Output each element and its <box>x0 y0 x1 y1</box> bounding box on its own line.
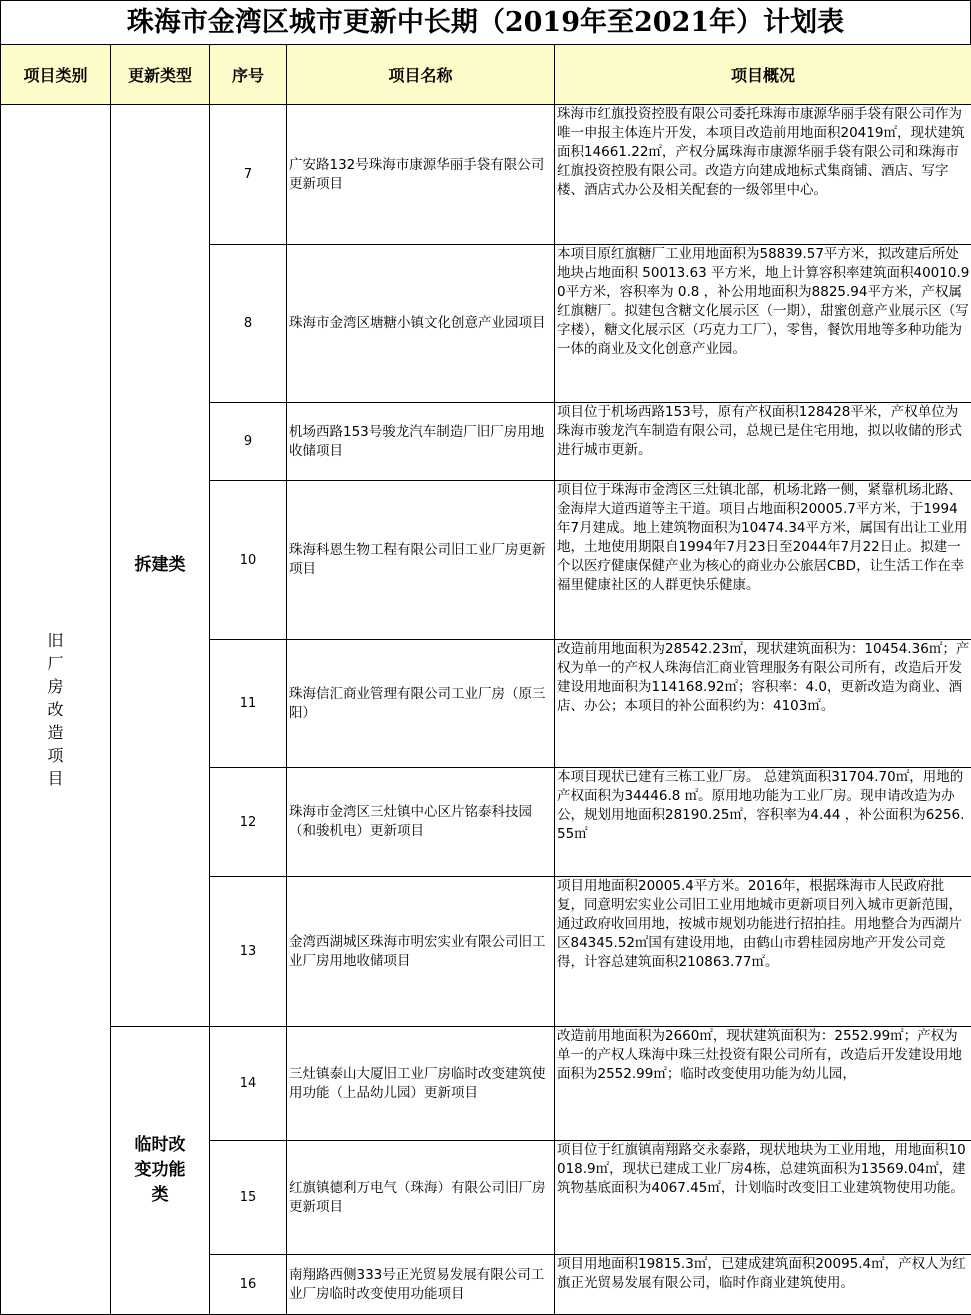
desc-cell: 改造前用地面积为2660㎡，现状建筑面积为：2552.99㎡；产权为单一的产权人珠海中珠三灶投资有限公司所有，改造后开发建设用地面积为2552.99㎡；临时改变使用功能为幼儿园， <box>555 1027 971 1141</box>
name-cell: 广安路132号珠海市康源华丽手袋有限公司更新项目 <box>287 105 555 245</box>
category-cell <box>1 105 111 1315</box>
desc-cell: 项目用地面积20005.4平方米。2016年，根据珠海市人民政府批复，同意明宏实业公司旧工业用地城市更新项目列入城市更新范围，通过政府收回用地，按城市规划功能进行招拍挂。用地整合为西湖片区84345.52㎡国有建设用地，由鹤山市碧桂园房地产开发公司竞得，计容总建筑面积210863.77㎡。 <box>555 877 971 1027</box>
name-cell: 红旗镇德利万电气（珠海）有限公司旧厂房更新项目 <box>287 1141 555 1255</box>
table-row <box>1 1027 971 1141</box>
category-label: 旧厂房改造项目 <box>47 629 65 790</box>
name-cell: 珠海科恩生物工程有限公司旧工业厂房更新项目 <box>287 481 555 640</box>
table-row <box>1 105 971 245</box>
desc-cell: 项目位于机场西路153号，原有产权面积128428平米，产权单位为珠海市骏龙汽车制造有限公司，总规已是住宅用地，拟以收储的形式进行城市更新。 <box>555 403 971 481</box>
seq-cell: 9 <box>210 403 287 481</box>
type-temporary-label: 临时改变功能类 <box>111 1133 209 1208</box>
desc-cell: 项目用地面积19815.3㎡，已建成建筑面积20095.4㎡，产权人为红旗正光贸易发展有限公司，临时作商业建筑使用。 <box>555 1255 971 1315</box>
seq-cell: 12 <box>210 768 287 877</box>
header-update-type: 更新类型 <box>111 45 210 105</box>
seq-cell: 15 <box>210 1141 287 1255</box>
header-project-name: 项目名称 <box>287 45 555 105</box>
seq-cell: 10 <box>210 481 287 640</box>
seq-cell: 11 <box>210 640 287 768</box>
name-cell: 三灶镇泰山大厦旧工业厂房临时改变建筑使用功能（上品幼儿园）更新项目 <box>287 1027 555 1141</box>
header-project-overview: 项目概况 <box>555 45 971 105</box>
page-title: 珠海市金湾区城市更新中长期（2019年至2021年）计划表 <box>0 0 971 44</box>
desc-cell: 珠海市红旗投资控股有限公司委托珠海市康源华丽手袋有限公司作为唯一申报主体连片开发，本项目改造前用地面积20419㎡，现状建筑面积14661.22㎡，产权分属珠海市康源华丽手袋有限公司和珠海市红旗投资控股有限公司。改造方向建成地标式集商铺、酒店、写字楼、酒店式办公及相关配套的一级邻里中心。 <box>555 105 971 245</box>
name-cell: 金湾西湖城区珠海市明宏实业有限公司旧工业厂房用地收储项目 <box>287 877 555 1027</box>
desc-cell: 本项目现状已建有三栋工业厂房。 总建筑面积31704.70㎡，用地的产权面积为34446.8 ㎡。原用地功能为工业厂房。现申请改造为办公，规划用地面积28190.25㎡，容积率为4.44 ，补公面积为6256.55㎡ <box>555 768 971 877</box>
name-cell: 珠海市金湾区塘糖小镇文化创意产业园项目 <box>287 245 555 403</box>
header-category: 项目类别 <box>1 45 111 105</box>
table-header-row <box>1 45 971 105</box>
desc-cell: 改造前用地面积为28542.23㎡，现状建筑面积为：10454.36㎡；产权为单一的产权人珠海信汇商业管理服务有限公司所有，改造后开发建设用地面积为114168.92㎡；容积率：4.0，更新改造为商业、酒店、办公；本项目的补公面积约为：4103㎡。 <box>555 640 971 768</box>
seq-cell: 7 <box>210 105 287 245</box>
name-cell: 珠海信汇商业管理有限公司工业厂房（原三阳） <box>287 640 555 768</box>
type-cell-temporary <box>111 1027 210 1315</box>
name-cell: 机场西路153号骏龙汽车制造厂旧厂房用地收储项目 <box>287 403 555 481</box>
seq-cell: 16 <box>210 1255 287 1315</box>
desc-cell: 项目位于珠海市金湾区三灶镇北部，机场北路一侧，紧靠机场北路、金海岸大道西道等主干道。项目占地面积20005.7平方米，于1994年7月建成。地上建筑物面积为10474.34平方米，属国有出让工业用地，土地使用期限自1994年7月23日至2044年7月22日止。拟建一个以医疗健康保健产业为核心的商业办公旅居CBD，让生活工作在幸福里健康社区的人群更快乐健康。 <box>555 481 971 640</box>
desc-cell: 项目位于红旗镇南翔路交永泰路，现状地块为工业用地，用地面积10018.9㎡，现状已建成工业厂房4栋，总建筑面积为13569.04㎡，建筑物基底面积为4067.45㎡，计划临时改变旧工业建筑物使用功能。 <box>555 1141 971 1255</box>
header-seq: 序号 <box>210 45 287 105</box>
plan-table <box>0 44 971 1315</box>
seq-cell: 13 <box>210 877 287 1027</box>
seq-cell: 14 <box>210 1027 287 1141</box>
type-cell-demolish: 拆建类 <box>111 105 210 1027</box>
desc-cell: 本项目原红旗糖厂工业用地面积为58839.57平方米，拟改建后所处地块占地面积 50013.63 平方米，地上计算容积率建筑面积40010.90平方米，容积率为 0.8 ，补公用地面积为8825.94平方米，产权属红旗糖厂。拟建包含糖文化展示区（一期），甜蜜创意产业展示区（写字楼），糖文化展示区（巧克力工厂），零售，餐饮用地等多种功能为一体的商业及文化创意产业园。 <box>555 245 971 403</box>
name-cell: 珠海市金湾区三灶镇中心区片铭泰科技园（和骏机电）更新项目 <box>287 768 555 877</box>
seq-cell: 8 <box>210 245 287 403</box>
name-cell: 南翔路西侧333号正光贸易发展有限公司工业厂房临时改变使用功能项目 <box>287 1255 555 1315</box>
